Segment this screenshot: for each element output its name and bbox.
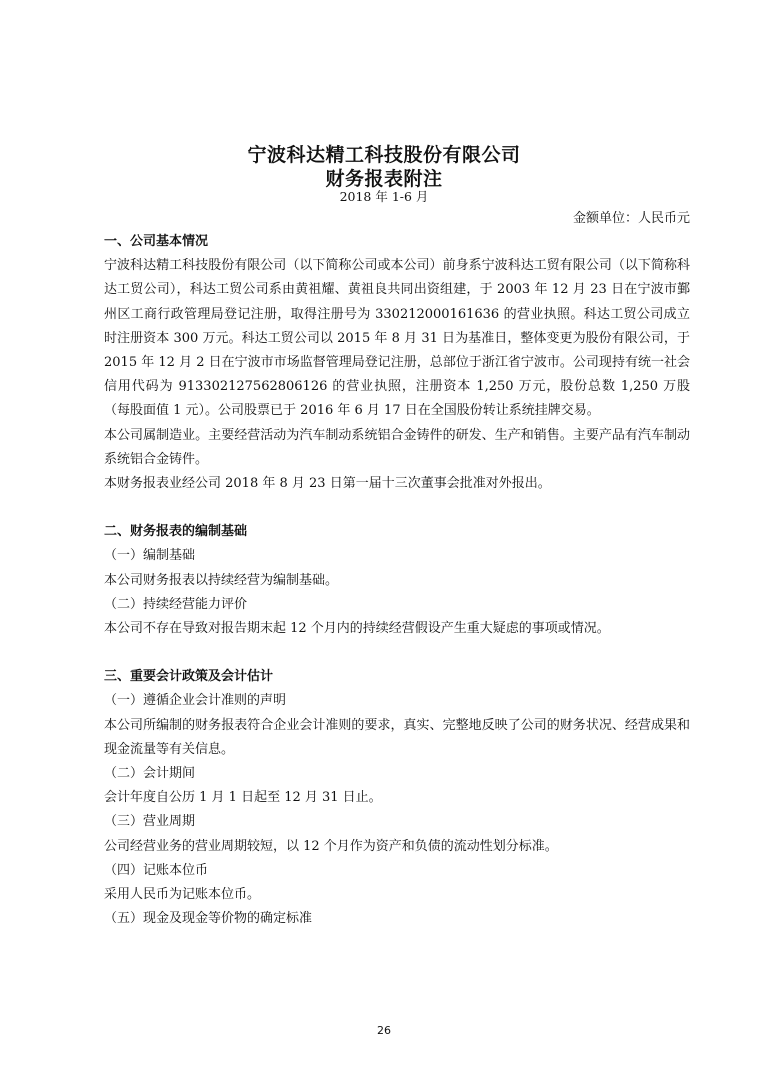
paragraph-going-concern: 本公司不存在导致对报告期末起 12 个月内的持续经营假设产生重大疑虑的事项或情况。 (104, 621, 610, 637)
report-period: 2018 年 1-6 月 (339, 189, 429, 204)
document-body (104, 230, 690, 931)
paragraph-compliance: 本公司所编制的财务报表符合企业会计准则的要求，真实、完整地反映了公司的财务状况、经营成果和现金流量等有关信息。 (104, 717, 690, 757)
subheading-cash-equivalents: （五）现金及现金等价物的确定标准 (104, 911, 313, 927)
paragraph-operating-cycle: 公司经营业务的营业周期较短，以 12 个月作为资产和负债的流动性划分标准。 (104, 838, 558, 854)
paragraph-accounting-period: 会计年度自公历 1 月 1 日起至 12 月 31 日止。 (104, 790, 382, 806)
document-title: 财务报表附注 (325, 168, 443, 190)
currency-unit: 金额单位：人民币元 (572, 211, 690, 226)
subheading-operating-cycle: （三）营业周期 (104, 814, 196, 830)
subheading-compliance: （一）遵循企业会计准则的声明 (104, 693, 287, 709)
subheading-accounting-period: （二）会计期间 (104, 766, 196, 782)
paragraph-business-scope: 本公司属制造业。主要经营活动为汽车制动系统铝合金铸件的研发、生产和销售。主要产品有汽车制动系统铝合金铸件。 (104, 427, 690, 467)
section-heading-basis: 二、财务报表的编制基础 (104, 524, 248, 540)
paragraph-functional-currency: 采用人民币为记账本位币。 (104, 887, 261, 903)
section-heading-accounting-policies: 三、重要会计政策及会计估计 (104, 669, 274, 685)
section-heading-company-info: 一、公司基本情况 (104, 234, 209, 249)
page-number: 26 (377, 1024, 391, 1037)
paragraph-approval: 本财务报表业经公司 2018 年 8 月 23 日第一届十三次董事会批准对外报出。 (104, 476, 551, 492)
company-title: 宁波科达精工科技股份有限公司 (247, 144, 521, 166)
subheading-basis: （一）编制基础 (104, 548, 196, 564)
paragraph-company-history (104, 254, 690, 423)
paragraph-basis: 本公司财务报表以持续经营为编制基础。 (104, 572, 339, 588)
subheading-functional-currency: （四）记账本位币 (104, 862, 209, 878)
subheading-going-concern: （二）持续经营能力评价 (104, 596, 248, 612)
paragraph-company-history-text: 宁波科达精工科技股份有限公司（以下简称公司或本公司）前身系宁波科达工贸有限公司（以下简称科达工贸公司），科达工贸公司系由黄祖耀、黄祖良共同出资组建，于 2003 年 12 月 23 日在宁波市鄞州区工商行政管理局登记注册，取得注册号为 330212000161636 的营业执照。科达工贸公司成立时注册资本 300 万元。科达工贸公司以 2015 年 8 月 31 日为基准日，整体变更为股份有限公司，于 2015 年 12 月 2 日在宁波市市场监督管理局登记注册，总部位于浙江省宁波市。公司现持有统一社会信用代码为 913302127562806126 的营业执照，注册资本 1,250 万元，股份总数 1,250 万股（每股面值 1 元）。公司股票已于 2016 年 6 月 17 日在全国股份转让系统挂牌交易。 (104, 258, 690, 419)
